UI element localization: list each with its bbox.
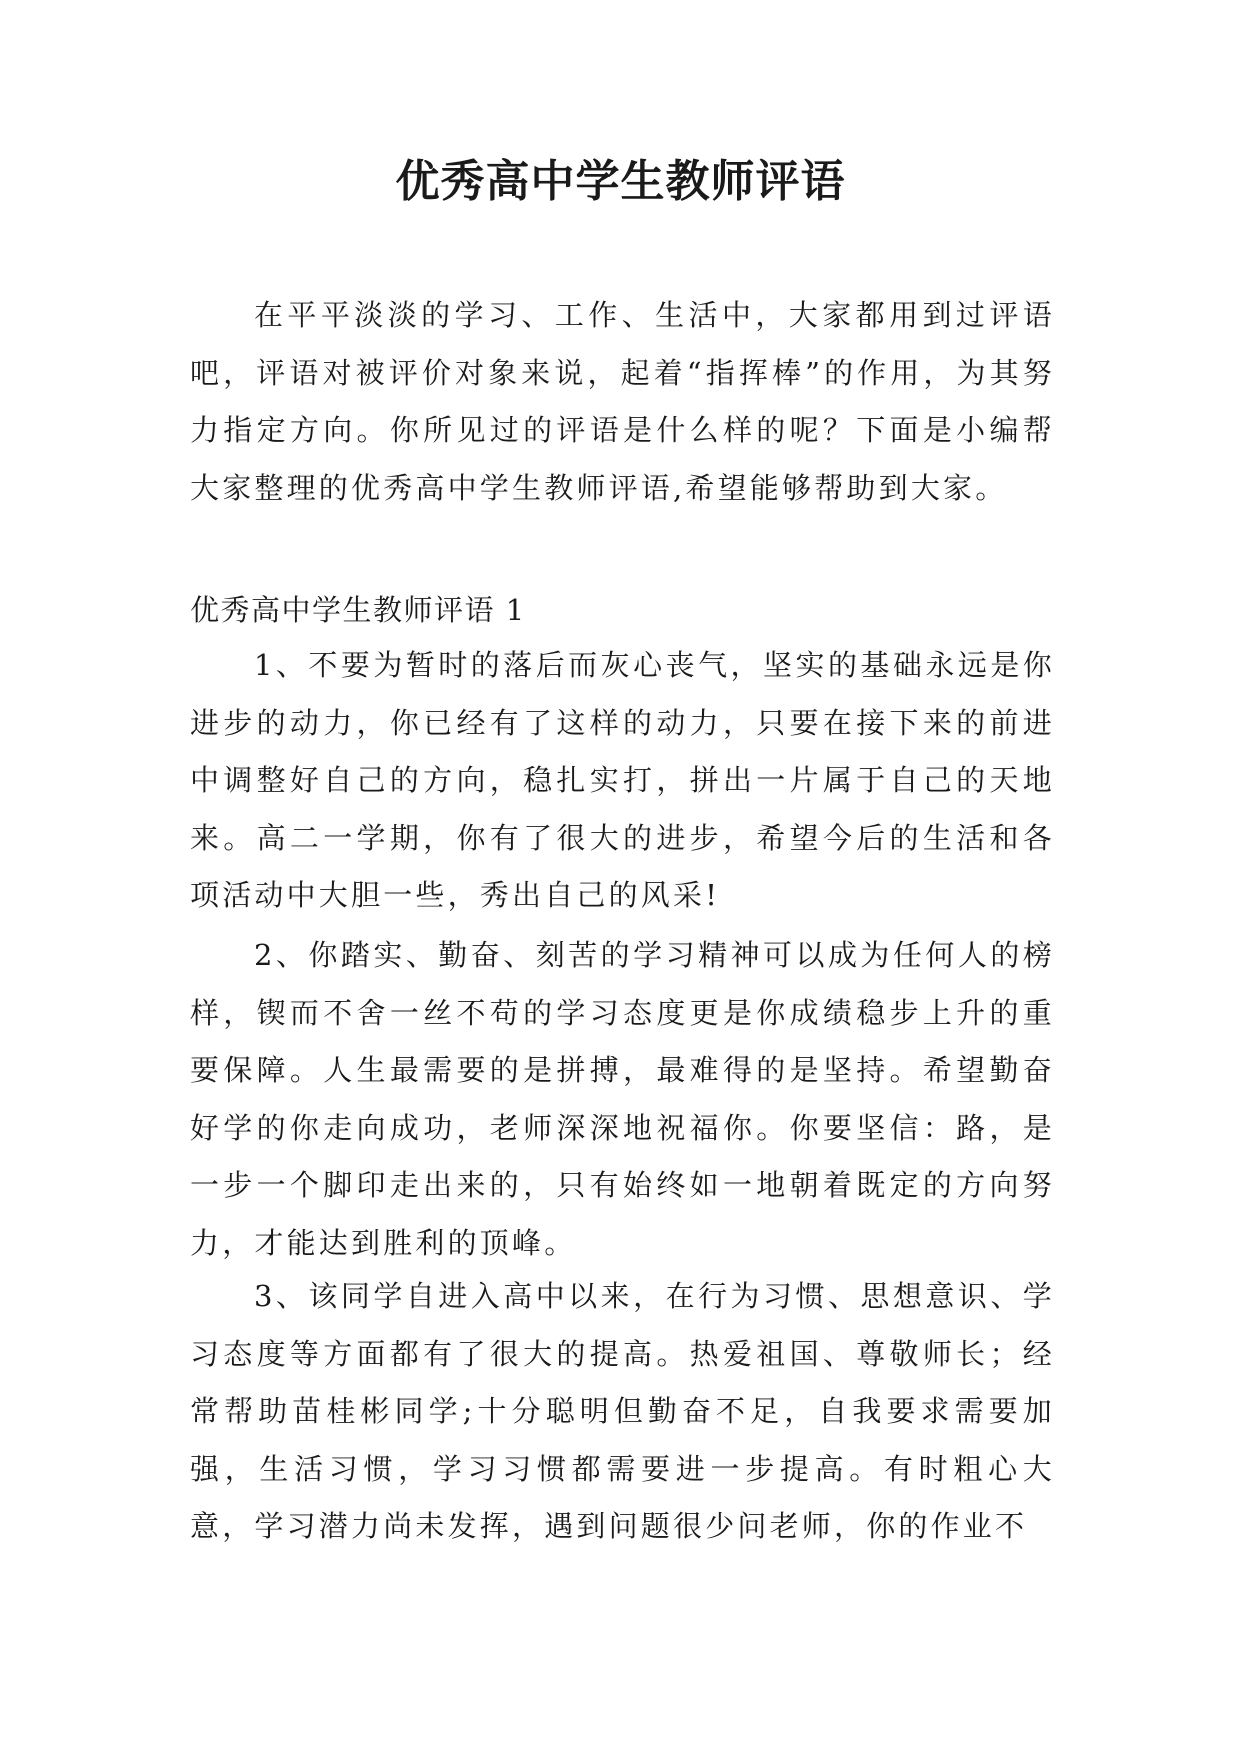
comment-paragraph-2: 2、你踏实、勤奋、刻苦的学习精神可以成为任何人的榜样，锲而不舍一丝不苟的学习态度更是你成绩稳步上升的重要保障。人生最需要的是拼搏，最难得的是坚持。希望勤奋好学的你走向成功，老师深深地祝福你。你要坚信：路，是一步一个脚印走出来的，只有始终如一地朝着既定的方向努力，才能达到胜利的顶峰。 (190, 938, 1055, 1260)
intro-paragraph: 在平平淡淡的学习、工作、生活中，大家都用到过评语吧，评语对被评价对象来说，起着“指挥棒”的作用，为其努力指定方向。你所见过的评语是什么样的呢？下面是小编帮大家整理的优秀高中学生教师评语,希望能够帮助到大家。 (190, 298, 1055, 505)
section-heading: 优秀高中学生教师评语 1 (190, 593, 526, 627)
document-title: 优秀高中学生教师评语 (395, 156, 846, 207)
comment-paragraph-3: 3、该同学自进入高中以来，在行为习惯、思想意识、学习态度等方面都有了很大的提高。热爱祖国、尊敬师长；经常帮助苗桂彬同学;十分聪明但勤奋不足，自我要求需要加强，生活习惯，学习习惯都需要进一步提高。有时粗心大意，学习潜力尚未发挥，遇到问题很少问老师，你的作业不 (190, 1279, 1055, 1543)
comment-paragraph-1: 1、不要为暂时的落后而灰心丧气，坚实的基础永远是你进步的动力，你已经有了这样的动力，只要在接下来的前进中调整好自己的方向，稳扎实打，拼出一片属于自己的天地来。高二一学期，你有了很大的进步，希望今后的生活和各项活动中大胆一些，秀出自己的风采! (190, 648, 1055, 912)
